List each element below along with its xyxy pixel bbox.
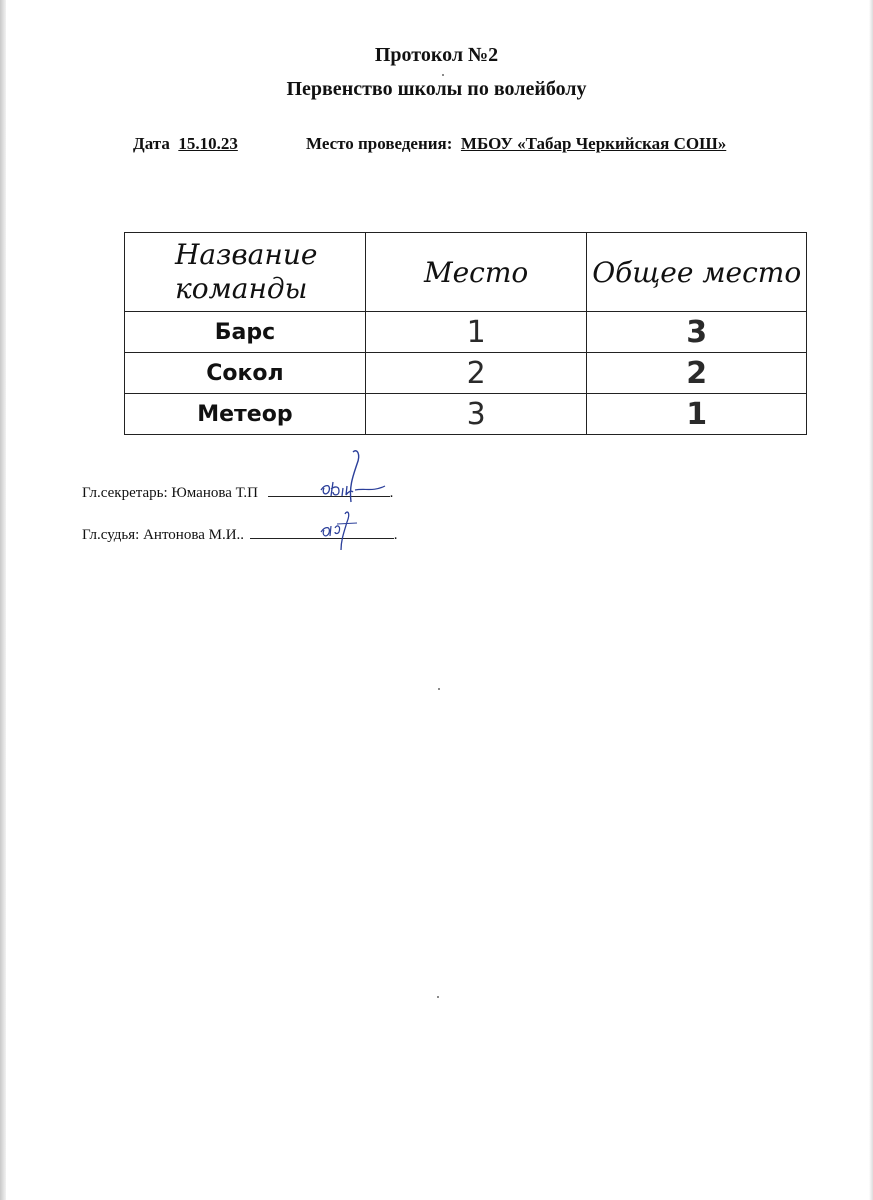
overall-place-value: 2 <box>587 353 807 394</box>
scan-speck <box>442 74 444 76</box>
judge-label: Гл.судья: Антонова М.И.. <box>82 527 245 543</box>
scan-edge-right <box>869 0 873 1200</box>
secretary-label: Гл.секретарь: Юманова Т.П <box>82 485 258 501</box>
results-table <box>124 232 807 435</box>
place-value: 3 <box>365 394 587 435</box>
team-name: Барс <box>125 312 366 353</box>
place-block <box>306 134 726 154</box>
document-subtitle: Первенство школы по волейболу <box>286 78 587 100</box>
column-header-place: Место <box>365 233 587 312</box>
column-header-overall: Общее место <box>587 233 807 312</box>
overall-place-value: 3 <box>587 312 807 353</box>
team-name: Метеор <box>125 394 366 435</box>
line-end: . <box>393 527 398 543</box>
judge-signature-image <box>317 506 367 554</box>
place-label: Место проведения: <box>306 134 453 153</box>
scan-edge-left <box>0 0 6 1200</box>
place-value: 1 <box>365 312 587 353</box>
place-value: МБОУ «Табар Черкийская СОШ» <box>460 134 727 153</box>
table-row <box>125 353 807 394</box>
place-value: 2 <box>365 353 587 394</box>
table-row <box>125 312 807 353</box>
document-title: Протокол №2 <box>374 44 499 66</box>
scan-speck <box>437 996 439 998</box>
column-header-team: Название команды <box>125 233 366 312</box>
table-row <box>125 394 807 435</box>
overall-place-value: 1 <box>587 394 807 435</box>
date-value: 15.10.23 <box>178 134 238 153</box>
date-label: Дата <box>133 134 170 153</box>
table-header-row <box>125 233 807 312</box>
date-block <box>133 134 238 154</box>
team-name: Сокол <box>125 353 366 394</box>
secretary-signature-image <box>315 446 395 508</box>
line-end: . <box>389 485 394 501</box>
scan-speck <box>438 688 440 690</box>
